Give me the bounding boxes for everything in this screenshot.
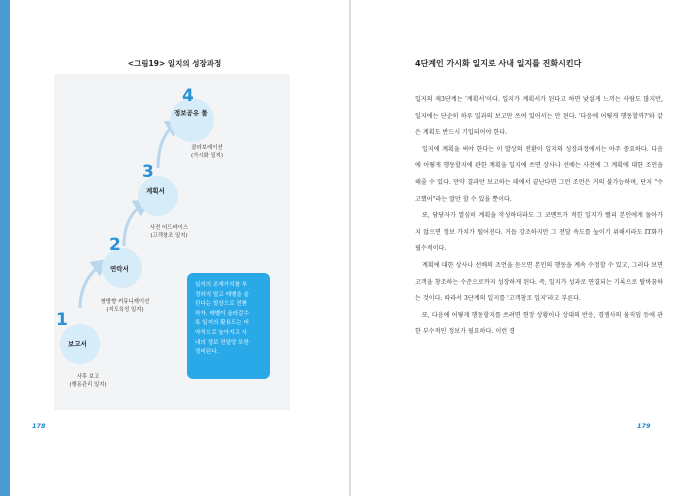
callout-line: 약적으로 높아지고 사 xyxy=(195,329,248,336)
callout-line: 정비된다. xyxy=(195,349,219,356)
right-page-number: 179 xyxy=(637,422,651,430)
figure-caption: <그림19> 일지의 성장과정 xyxy=(127,59,222,68)
stage-2-number: 2 xyxy=(109,235,121,255)
body-text xyxy=(415,92,663,341)
stage-2-label: 연락서 xyxy=(110,265,129,273)
callout-line: 록 일지의 활용도는 비 xyxy=(195,320,249,327)
page-edge-strip xyxy=(0,0,10,496)
stage-2-sub2: (지도육성 일지) xyxy=(106,307,144,313)
section-title: 4단계인 가시화 일지로 사내 일지를 진화시킨다 xyxy=(415,59,582,68)
callout-line: 내의 정보 전달망 또한 xyxy=(195,339,249,346)
stage-1-sub1: 사후 보고 xyxy=(76,374,100,380)
callout-line: 일지의 존재가치를 부 xyxy=(195,282,248,288)
left-page-number: 178 xyxy=(32,422,46,430)
paragraph: 또, 다음에 어떻게 행동할지를 쓰려면 현장 상황이나 상대의 반응, 경쟁사의 움직임 등에 관한 부수적인 정보가 필요하다. 이런 경 xyxy=(415,311,663,336)
stage-4-sub1: 콜라보레이션 xyxy=(191,145,223,151)
paragraph: 일지의 제3단계는 '계획서'이다. 일지가 계획서가 된다고 하면 낯설게 느끼는 사람도 많지만, 일지에는 단순히 하루 일과의 보고만 쓰여 있어서는 안 된다. '다음에 어떻게 행동할까?'와 같은 계획도 반드시 기입되어야 한다. xyxy=(415,96,663,137)
stage-3-circle xyxy=(138,176,178,216)
stage-3-label: 계획서 xyxy=(146,187,165,195)
stage-1-sub2: (행동관리 일지) xyxy=(69,382,107,388)
stage-3-sub1: 사전 어드바이스 xyxy=(149,225,189,231)
stage-4-label: 정보공유 툴 xyxy=(174,109,208,117)
stage-3-sub2: (고객창조 일지) xyxy=(150,233,188,239)
callout-line: 린다는 발상으로 전환 xyxy=(195,301,248,308)
stage-1-number: 1 xyxy=(56,310,68,330)
stage-4-sub2: (가시화 일지) xyxy=(191,153,223,159)
left-page xyxy=(0,0,349,496)
stage-1-label: 보고서 xyxy=(68,340,87,348)
paragraph: 또, 담당자가 열심히 계획을 작성하더라도 그 코멘트가 적힌 일지가 빨리 본인에게 돌아가지 않으면 정보 가치가 떨어진다. 거듭 강조하지만 그 전달 속도를 높이기 위해서라도 IT화가 필수적이다. xyxy=(415,212,663,253)
stage-2-sub1: 쌍방향 커뮤니케이션 xyxy=(100,299,150,305)
callout-line: 하자. 레벨이 올라갈수 xyxy=(195,310,249,317)
callout-line: 정하지 말고 레벨을 올 xyxy=(195,291,249,298)
paragraph: 계획에 대한 상사나 선배의 조언을 듣으면 본인의 행동을 계속 수정할 수 있고, 그러다 보면 고객을 창조하는 수준으로까지 성장하게 된다. 즉, 일지가 성과로 연결되는 기록으로 탈바꿈하는 것이다. 따라서 3단계의 일지를 '고객창조 일지'라고 부른다. xyxy=(415,261,663,303)
paragraph: 일지에 계획을 써야 한다는 이 발상의 전환이 일지의 성장과정에서는 아주 중요하다. 다음에 어떻게 행동할지에 관한 계획을 일지에 쓰면 상사나 선배는 사전에 그 계획에 대한 조언을 해줄 수 있다. 만약 결과만 보고하는 데에서 끝난다면 그런 조언은 거의 불가능하며, 단지 "수고했어"라는 말만 할 수 있을 뿐이다. xyxy=(415,145,663,203)
stage-4-number: 4 xyxy=(182,86,194,106)
stage-3-number: 3 xyxy=(142,162,154,182)
callout-box xyxy=(187,273,270,379)
